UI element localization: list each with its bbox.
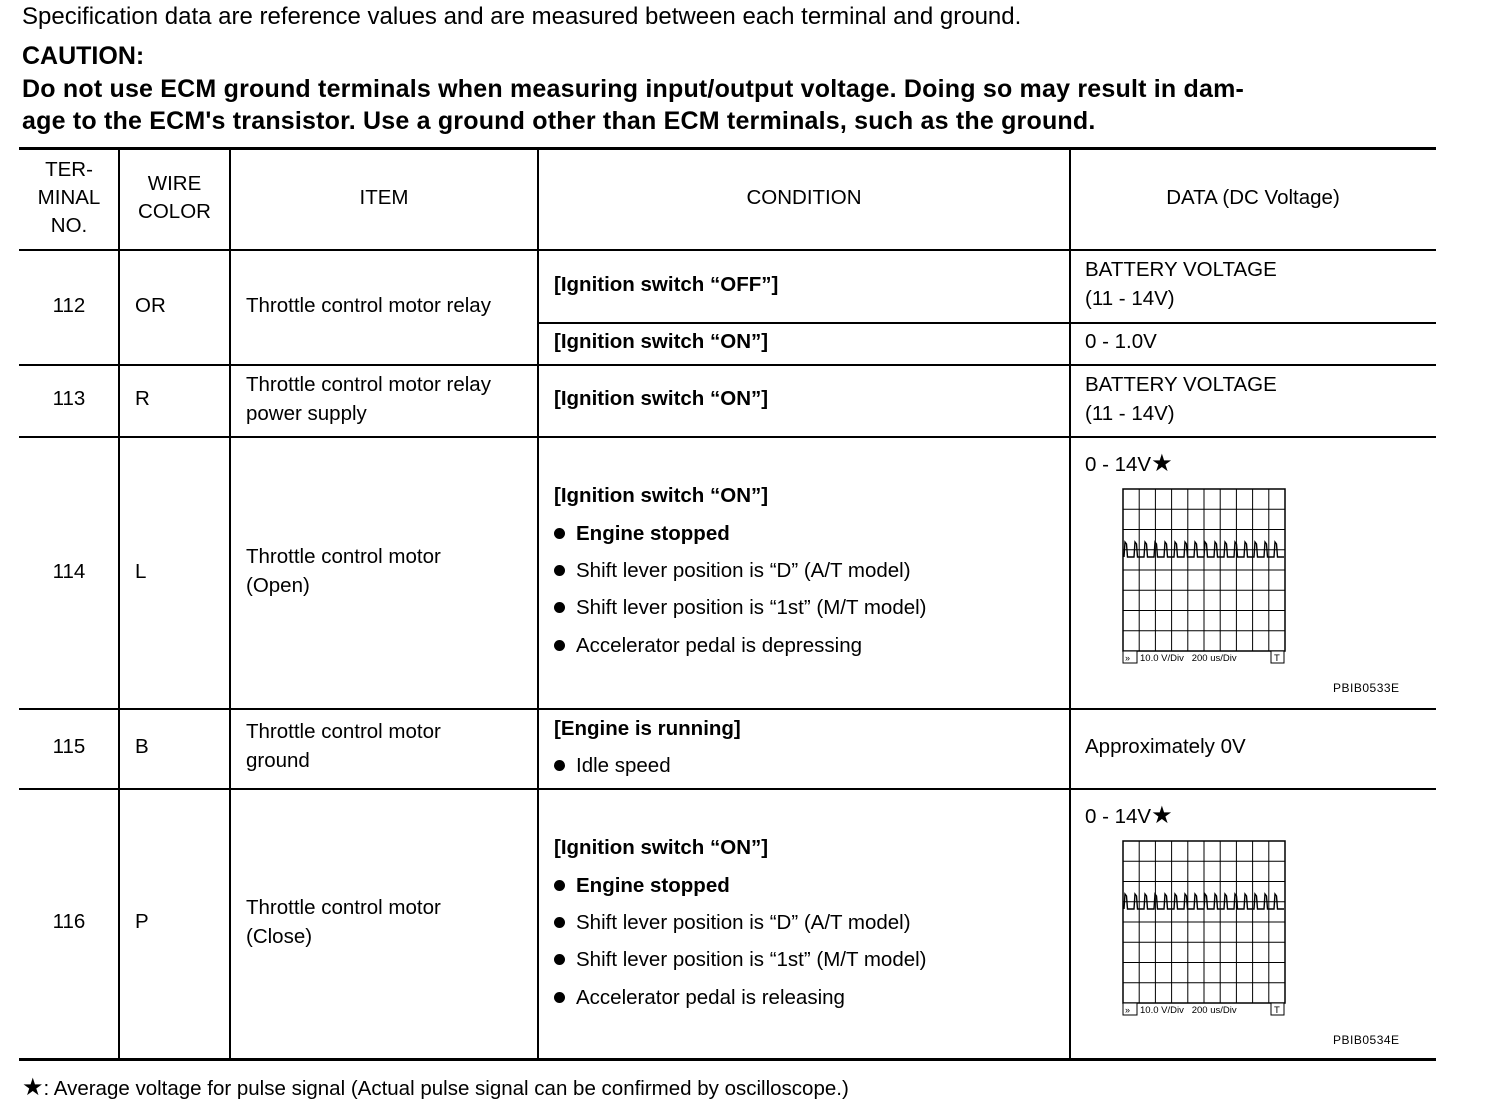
row-divider — [19, 364, 1436, 366]
item-name: Throttle control motor ground — [246, 720, 441, 772]
trigger-icon: » — [1125, 1005, 1131, 1015]
bullet-icon — [554, 528, 565, 539]
condition-bullet: Idle speed — [554, 751, 671, 780]
terminal-number: 112 — [52, 294, 86, 317]
condition-label: [Engine is running] — [554, 717, 741, 740]
oscilloscope-waveform — [1118, 837, 1290, 1023]
bullet-icon — [554, 565, 565, 576]
terminal-number: 115 — [52, 735, 86, 758]
column-divider — [537, 149, 539, 1059]
star-icon: ★ — [22, 1074, 44, 1101]
condition-bullet: Shift lever position is “D” (A/T model) — [554, 908, 911, 937]
scope-readout: 10.0 V/Div 200 us/Div — [1140, 1005, 1237, 1016]
wire-color: P — [135, 910, 149, 933]
oscilloscope-grid — [1123, 489, 1285, 651]
wire-color: OR — [135, 294, 166, 317]
row-112-sub-divider — [538, 322, 1436, 324]
condition-label: [Ignition switch “ON”] — [554, 330, 769, 353]
item-name: Throttle control motor (Close) — [246, 896, 441, 948]
wire-color: B — [135, 735, 149, 758]
wire-color: R — [135, 387, 150, 410]
condition-label: [Ignition switch “ON”] — [554, 484, 769, 507]
condition-label: [Ignition switch “OFF”] — [554, 273, 779, 296]
header-wire-color: WIRE COLOR — [138, 172, 211, 223]
table-top-rule — [19, 147, 1436, 150]
figure-code: PBIB0533E — [1333, 681, 1400, 695]
terminal-number: 116 — [52, 910, 86, 933]
item-name: Throttle control motor (Open) — [246, 545, 441, 597]
bullet-icon — [554, 880, 565, 891]
column-divider — [1069, 149, 1071, 1059]
bullet-icon — [554, 954, 565, 965]
column-divider — [229, 149, 231, 1059]
trigger-icon: » — [1125, 653, 1131, 663]
bullet-icon — [554, 992, 565, 1003]
condition-bullet: Engine stopped — [554, 519, 730, 548]
item-name: Throttle control motor relay power supply — [246, 373, 491, 425]
header-divider — [19, 249, 1436, 251]
time-icon: T — [1274, 1005, 1280, 1016]
item-name: Throttle control motor relay — [246, 294, 491, 317]
figure-code: PBIB0534E — [1333, 1033, 1400, 1047]
data-value: BATTERY VOLTAGE (11 - 14V) — [1085, 258, 1277, 310]
row-divider — [19, 708, 1436, 710]
caution-title: CAUTION: — [22, 42, 145, 70]
condition-label: [Ignition switch “ON”] — [554, 387, 769, 410]
condition-bullet: Shift lever position is “D” (A/T model) — [554, 556, 911, 585]
condition-bullet: Shift lever position is “1st” (M/T model) — [554, 945, 927, 974]
header-condition: CONDITION — [746, 186, 862, 209]
bullet-icon — [554, 760, 565, 771]
table-bottom-rule — [19, 1058, 1436, 1061]
data-value: Approximately 0V — [1085, 735, 1246, 758]
time-icon: T — [1274, 653, 1280, 664]
data-value: 0 - 14V★ — [1085, 450, 1173, 477]
bullet-icon — [554, 917, 565, 928]
header-item: ITEM — [359, 186, 409, 209]
row-divider — [19, 436, 1436, 438]
data-value: 0 - 1.0V — [1085, 330, 1157, 353]
footnote: ★: Average voltage for pulse signal (Actual pulse signal can be confirmed by oscilloscope.) — [22, 1074, 849, 1101]
bullet-icon — [554, 602, 565, 613]
star-icon: ★ — [1151, 450, 1173, 477]
terminal-number: 113 — [52, 387, 86, 410]
wire-color: L — [135, 560, 147, 583]
row-divider — [19, 788, 1436, 790]
terminal-number: 114 — [52, 560, 86, 583]
oscilloscope-waveform — [1118, 485, 1290, 671]
header-terminal-no: TER- MINAL NO. — [37, 158, 101, 237]
oscilloscope-grid — [1123, 841, 1285, 1003]
caution-text-line-1: Do not use ECM ground terminals when measuring input/output voltage. Doing so may result in dam- — [22, 75, 1245, 103]
condition-bullet: Accelerator pedal is releasing — [554, 983, 845, 1012]
star-icon: ★ — [1151, 802, 1173, 829]
intro-text: Specification data are reference values and are measured between each terminal and ground. — [22, 3, 1022, 30]
condition-bullet: Shift lever position is “1st” (M/T model) — [554, 593, 927, 622]
bullet-icon — [554, 640, 565, 651]
condition-bullet: Engine stopped — [554, 871, 730, 900]
condition-bullet: Accelerator pedal is depressing — [554, 631, 862, 660]
caution-text-line-2: age to the ECM's transistor. Use a ground other than ECM terminals, such as the ground. — [22, 107, 1096, 135]
condition-label: [Ignition switch “ON”] — [554, 836, 769, 859]
header-data: DATA (DC Voltage) — [1166, 186, 1340, 209]
scope-readout: 10.0 V/Div 200 us/Div — [1140, 653, 1237, 664]
data-value: 0 - 14V★ — [1085, 802, 1173, 829]
data-value: BATTERY VOLTAGE (11 - 14V) — [1085, 373, 1277, 425]
